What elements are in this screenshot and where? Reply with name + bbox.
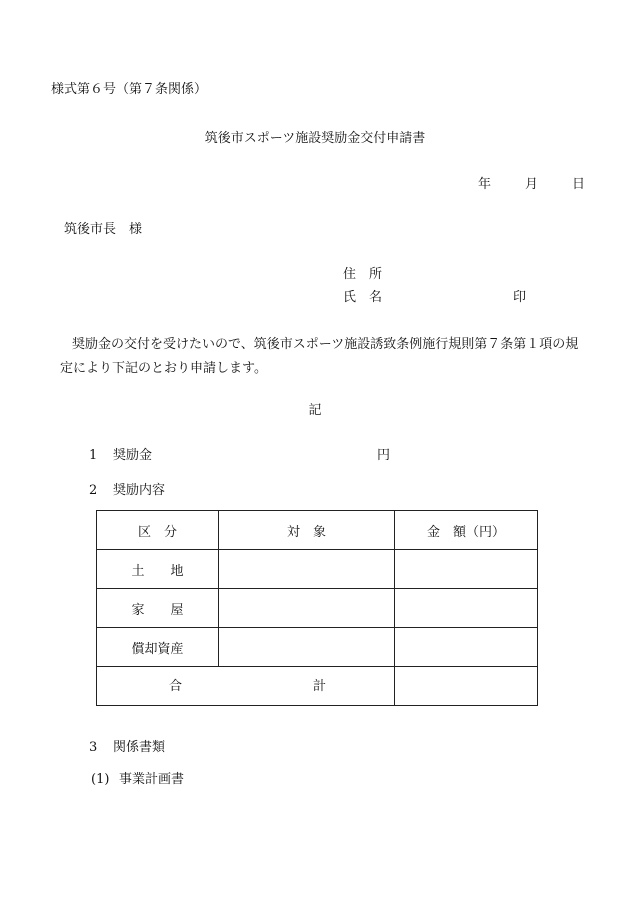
sub1-label: 事業計画書 (119, 772, 185, 787)
sub1-number: (1) (91, 772, 110, 787)
cell-target (219, 589, 395, 628)
total-label-cell (97, 667, 395, 706)
date-month: 月 (525, 177, 539, 192)
table-row (97, 550, 538, 589)
table-header-row (97, 511, 538, 550)
total-label-left: 合 (169, 679, 183, 694)
application-statement: 奨励金の交付を受けたいので、筑後市スポーツ施設誘致条例施行規則第７条第１項の規定により下記のとおり申請します。 (60, 337, 579, 376)
header-amount: 金 額（円） (395, 511, 538, 550)
ki-heading: 記 (308, 403, 322, 418)
row-label-building: 家 屋 (97, 589, 219, 628)
item1-number: 1 (89, 448, 98, 463)
name-label: 氏 名 (343, 290, 383, 305)
item2-number: 2 (89, 483, 98, 498)
cell-amount (395, 589, 538, 628)
item1-unit: 円 (377, 448, 391, 463)
date-day: 日 (572, 177, 586, 192)
row-label-land: 土 地 (97, 550, 219, 589)
header-category: 区 分 (97, 511, 219, 550)
addressee: 筑後市長 様 (64, 222, 143, 237)
cell-target (219, 628, 395, 667)
date-line (478, 178, 585, 191)
total-amount-cell (395, 667, 538, 706)
seal-mark: 印 (513, 290, 527, 305)
item1-label: 奨励金 (113, 448, 153, 463)
item2-label: 奨励内容 (113, 483, 166, 498)
cell-target (219, 550, 395, 589)
item3-label: 関係書類 (113, 740, 166, 755)
document-title: 筑後市スポーツ施設奨励金交付申請書 (204, 131, 426, 146)
table-total-row (97, 667, 538, 706)
cell-amount (395, 628, 538, 667)
form-number: 様式第６号（第７条関係） (51, 82, 208, 97)
item3-number: 3 (89, 740, 98, 755)
row-label-depreciable-assets: 償却資産 (97, 628, 219, 667)
date-year: 年 (478, 177, 492, 192)
table-row (97, 628, 538, 667)
table-row (97, 589, 538, 628)
incentive-table (96, 510, 538, 706)
address-label: 住 所 (343, 267, 383, 282)
cell-amount (395, 550, 538, 589)
header-target: 対 象 (219, 511, 395, 550)
total-label-right: 計 (313, 679, 327, 694)
